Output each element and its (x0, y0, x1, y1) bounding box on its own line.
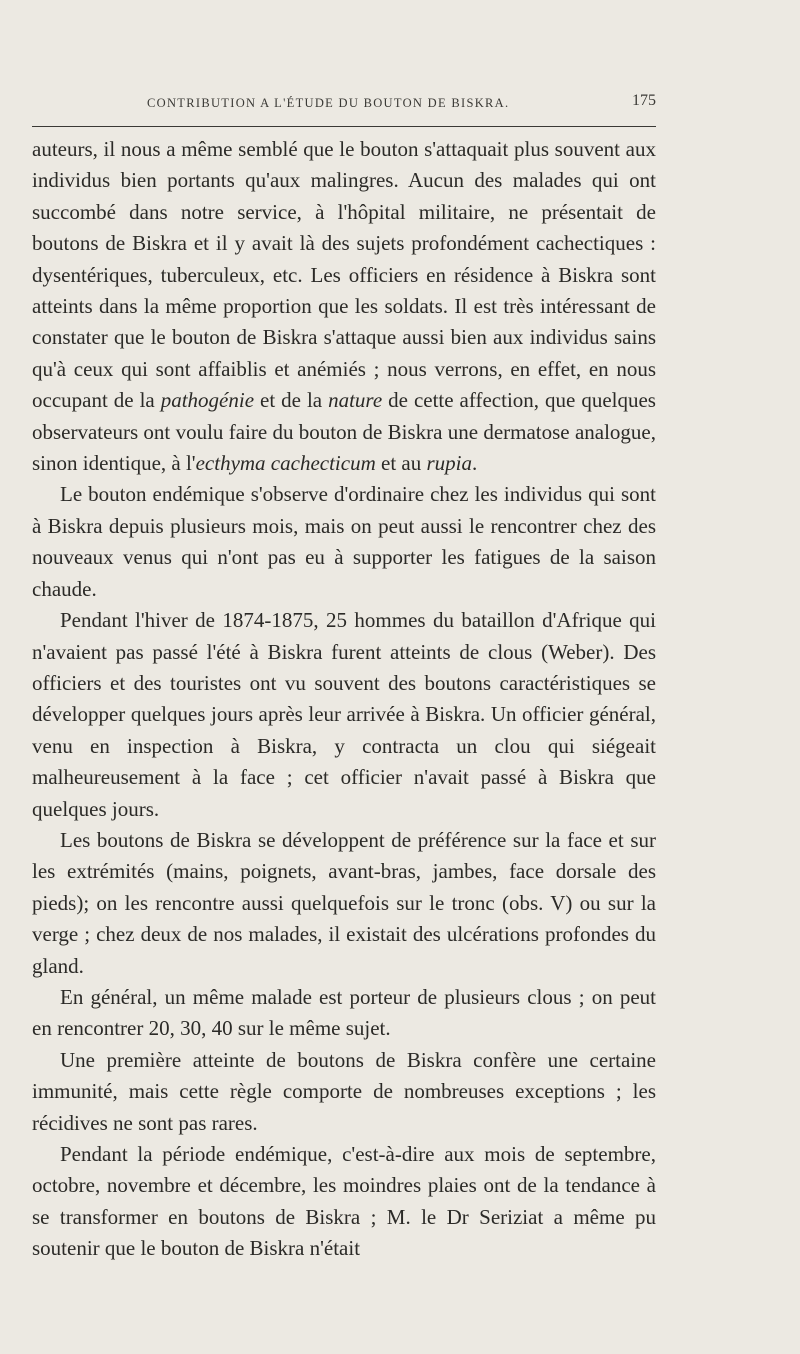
running-title: CONTRIBUTION A L'ÉTUDE DU BOUTON DE BISKRA. (147, 96, 510, 110)
text-segment: auteurs, il nous a même semblé que le bouton s'attaquait plus souvent aux individus bien portants qu'aux malingres. Aucun des malades qui ont succombé dans notre service, à l'hôpital militaire, ne présentait de boutons de Biskra et il y avait là des sujets profondément cachectiques : dysentériques, tuberculeux, etc. Les officiers en résidence à Biskra sont atteints dans la même proportion que les soldats. Il est très intéressant de constater que le bouton de Biskra s'attaque aussi bien aux individus sains qu'à ceux qui sont affaiblis et anémiés ; nous verrons, en effet, en nous occupant de la (32, 137, 656, 413)
text-segment: Les boutons de Biskra se développent de préférence sur la face et sur les extrémités (mains, poignets, avant-bras, jambes, face dorsale des pieds); on les rencontre aussi quelquefois sur le tronc (obs. V) ou sur la verge ; chez deux de nos malades, il existait des ulcérations profondes du gland. (32, 827, 656, 978)
text-segment: En général, un même malade est porteur de plusieurs clous ; on peut en rencontrer 20, 30, 40 sur le même sujet. (32, 984, 656, 1041)
text-segment: Pendant l'hiver de 1874-1875, 25 hommes du bataillon d'Afrique qui n'avaient pas passé l'été à Biskra furent atteints de clous (Weber). Des officiers et des touristes ont vu souvent des boutons caractéristiques se développer quelques jours après leur arrivée à Biskra. Un officier général, venu en inspection à Biskra, y contracta un clou qui siégeait malheureusement à la face ; cet officier n'avait passé à Biskra que quelques jours. (32, 608, 656, 821)
text-segment: de cette affection, que quelques observateurs ont voulu faire du bouton de Biskra une dermatose analogue, sinon identique, à l' (32, 388, 656, 476)
paragraph (32, 825, 656, 982)
italic-term: ecthyma cachecticum (195, 451, 376, 476)
paragraph (32, 982, 656, 1045)
paragraph (32, 1139, 656, 1265)
page-number: 175 (632, 92, 656, 109)
paragraph (32, 1045, 656, 1139)
paragraph (32, 479, 656, 605)
text-segment: et au (375, 451, 427, 476)
italic-term: rupia (426, 451, 472, 476)
paragraph (32, 605, 656, 825)
italic-term: pathogénie (160, 388, 255, 413)
body-text (32, 134, 656, 1265)
text-segment: et de la (254, 388, 329, 413)
header-rule (32, 126, 656, 127)
running-header (32, 88, 656, 114)
italic-term: nature (328, 388, 383, 413)
text-segment: Une première atteinte de boutons de Biskra confère une certaine immunité, mais cette règle comporte de nombreuses exceptions ; les récidives ne sont pas rares. (32, 1047, 656, 1135)
text-segment: . (472, 451, 478, 476)
text-segment: Pendant la période endémique, c'est-à-dire aux mois de septembre, octobre, novembre et décembre, les moindres plaies ont de la tendance à se transformer en boutons de Biskra ; M. le Dr Seriziat a même pu soutenir que le bouton de Biskra n'était (32, 1142, 656, 1261)
paragraph (32, 134, 656, 479)
text-segment: Le bouton endémique s'observe d'ordinaire chez les individus qui sont à Biskra depuis plusieurs mois, mais on peut aussi le rencontrer chez des nouveaux venus qui n'ont pas eu à supporter les fatigues de la saison chaude. (32, 482, 656, 601)
